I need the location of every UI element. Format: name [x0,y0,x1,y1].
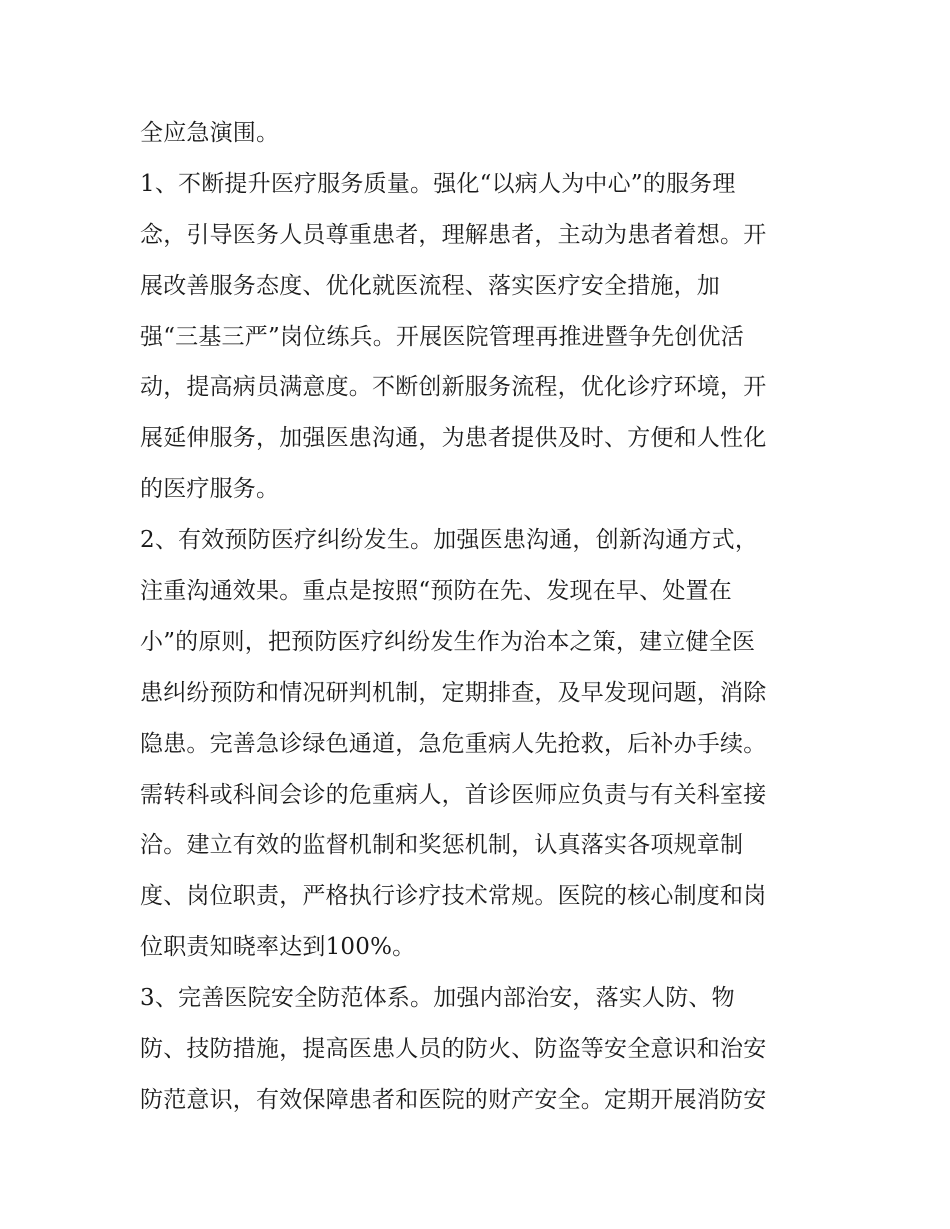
text-line: 位职责知晓率达到100%。 [140,934,416,961]
text-line: 全应急演围。 [140,120,280,146]
text-line: 2、有效预防医疗纠纷发生。加强医患沟通，创新沟通方式， [140,527,759,554]
text-line: 度、岗位职责，严格执行诊疗技术常规。医院的核心制度和岗 [140,883,767,910]
text-line: 念，引导医务人员尊重患者，理解患者，主动为患者着想。开 [140,221,767,248]
text-line: 注重沟通效果。重点是按照“预防在先、发现在早、处置在 [140,578,732,605]
text-line: 患纠纷预防和情况研判机制，定期排查，及早发现问题，消除 [140,679,767,706]
text-line: 3、完善医院安全防范体系。加强内部治安，落实人防、物 [140,985,735,1012]
text-line: 1、不断提升医疗服务质量。强化“以病人为中心”的服务理 [140,170,736,197]
text-line: 小”的原则，把预防医疗纠纷发生作为治本之策，建立健全医 [140,628,756,655]
text-line: 展改善服务态度、优化就医流程、落实医疗安全措施，加 [140,272,720,299]
text-line: 动，提高病员满意度。不断创新服务流程，优化诊疗环境，开 [140,374,767,401]
text-line: 隐患。完善急诊绿色通道，急危重病人先抢救，后补办手续。 [140,730,767,757]
body-text [140,108,830,1126]
text-line: 洽。建立有效的监督机制和奖惩机制，认真落实各项规章制 [140,832,744,859]
text-line: 需转科或科间会诊的危重病人，首诊医师应负责与有关科室接 [140,781,767,808]
text-line: 防、技防措施，提高医患人员的防火、防盗等安全意识和治安 [140,1036,767,1063]
text-line: 的医疗服务。 [140,476,280,503]
text-line: 防范意识，有效保障患者和医院的财产安全。定期开展消防安 [140,1086,767,1113]
text-line: 展延伸服务，加强医患沟通，为患者提供及时、方便和人性化 [140,425,767,452]
text-line: 强“三基三严”岗位练兵。开展医院管理再推进暨争先创优活 [140,323,744,350]
